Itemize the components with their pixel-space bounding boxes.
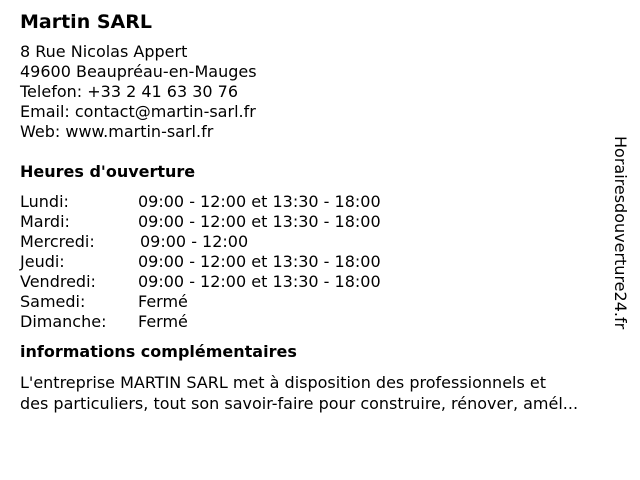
postal-city: 49600 Beaupréau-en-Mauges	[20, 62, 257, 81]
hours-row-mardi	[20, 212, 630, 232]
hours-row-lundi	[20, 192, 630, 212]
hours-day-label: Lundi:	[20, 192, 69, 211]
additional-info-heading: informations complémentaires	[20, 342, 297, 361]
hours-row-samedi	[20, 292, 630, 312]
business-card	[20, 10, 630, 414]
additional-info-text	[20, 372, 630, 414]
hours-day-label: Mercredi:	[20, 232, 95, 251]
hours-day-label: Mardi:	[20, 212, 70, 231]
hours-value: 09:00 - 12:00 et 13:30 - 18:00	[138, 252, 381, 271]
hours-row-dimanche	[20, 312, 630, 332]
hours-value: Fermé	[138, 292, 188, 311]
hours-day-label: Samedi:	[20, 292, 86, 311]
info-text-line: des particuliers, tout son savoir-faire pour construire, rénover, amél...	[20, 394, 579, 413]
hours-value: 09:00 - 12:00 et 13:30 - 18:00	[138, 272, 381, 291]
hours-row-mercredi	[20, 232, 630, 252]
opening-hours-table	[20, 192, 630, 332]
web-line: Web: www.martin-sarl.fr	[20, 122, 214, 141]
site-watermark: Horairesdouverture24.fr	[611, 136, 630, 330]
hours-value: Fermé	[138, 312, 188, 331]
address-block	[20, 42, 630, 142]
hours-day-label: Vendredi:	[20, 272, 96, 291]
email-line: Email: contact@martin-sarl.fr	[20, 102, 256, 121]
info-text-line: L'entreprise MARTIN SARL met à disposition des professionnels et	[20, 373, 547, 392]
opening-hours-heading: Heures d'ouverture	[20, 162, 196, 181]
street-address: 8 Rue Nicolas Appert	[20, 42, 188, 61]
hours-value: 09:00 - 12:00	[140, 232, 249, 251]
hours-row-vendredi	[20, 272, 630, 292]
hours-day-label: Jeudi:	[20, 252, 65, 271]
hours-value: 09:00 - 12:00 et 13:30 - 18:00	[138, 212, 381, 231]
hours-row-jeudi	[20, 252, 630, 272]
business-name: Martin SARL	[20, 11, 152, 33]
phone-line: Telefon: +33 2 41 63 30 76	[20, 82, 239, 101]
hours-day-label: Dimanche:	[20, 312, 107, 331]
hours-value: 09:00 - 12:00 et 13:30 - 18:00	[138, 192, 381, 211]
